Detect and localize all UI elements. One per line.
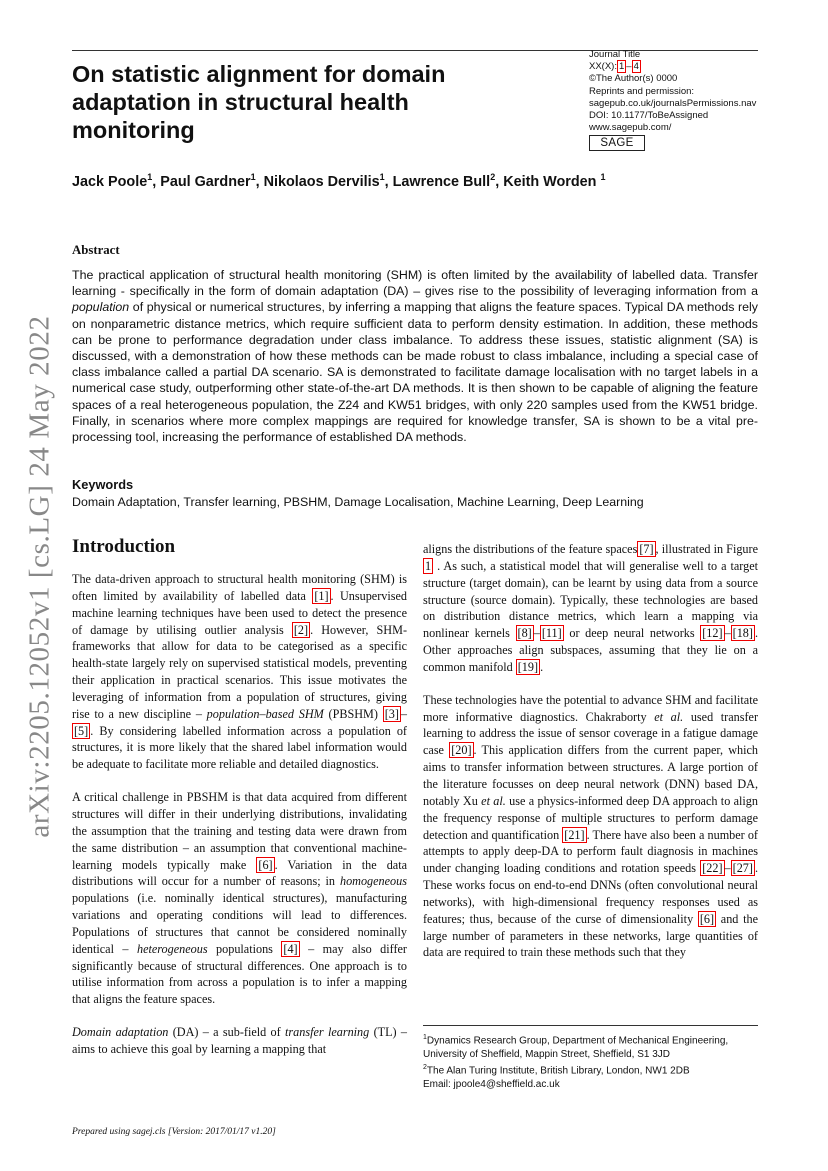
paper-title: On statistic alignment for domain adaptation in structural health monitoring: [72, 61, 446, 143]
abstract-heading: Abstract: [72, 243, 120, 257]
page-last-link[interactable]: 4: [633, 61, 639, 73]
journal-site: www.sagepub.com/: [589, 122, 672, 134]
citation-link[interactable]: [8]: [517, 626, 532, 641]
right-column: [423, 541, 758, 977]
citation-link[interactable]: [11]: [541, 626, 562, 641]
author: Keith Worden: [503, 173, 601, 190]
paragraph: These technologies have the potential to advance SHM and facilitate more informative diagnostics. Chakraborty et al. used transfer learning to address the issue of sensor coverage in a fatigue damage case [20] . This application differs from the current paper, which aims to transfer information between structures. A large portion of the literature focusses on deep neural network (DNN) based DA, notably Xu et al. use a physics-informed deep DA approach to align the frequency response of multiple structures to perform damage detection and quantification [21] . There have also been a number of attempts to apply deep-DA to perform fault diagnosis in machines under changing loading conditions and rotation speeds [22] – [27] . These works focus on end-to-end DNNs (often convolutional neural networks), with high-dimensional frequency responses used as features; thus, because of the curse of dimensionality [6] and the large number of parameters in these networks, large quantities of data are required to train these methods such that they: [423, 692, 759, 960]
paragraph: A critical challenge in PBSHM is that data acquired from different structures will differ in their underlying distributions, invalidating the assumption that the training and testing data were drawn from the same distribution – an assumption that conventional machine-learning models typically make [6] . Variation in the data distributions will occur for a number of reasons; in homogeneous populations (i.e. nominally identical structures), manufacturing variations and operating conditions will lead to differences. Populations of structures that cannot be considered nominally identical – heterogeneous populations [4] – may also differ significantly because of structural differences. One approach is to utilise information from across a population is to infer a mapping that aligns the feature spaces.: [72, 790, 407, 1007]
class-file-name: sagej.cls: [132, 1127, 166, 1137]
journal-doi: DOI: 10.1177/ToBeAssigned: [589, 110, 709, 122]
abstract-text: The practical application of structural health monitoring (SHM) is often limited by the availability of labelled data. Transfer learning - specifically in the form of domain adaptation (DA) – gives rise to the possibility of leveraging information from a population of physical or numerical structures, by inferring a mapping that aligns the feature spaces. Typical DA methods rely on nonparametric distance metrics, which require sufficient data to perform density estimation. In addition, these methods can be prone to performance degradation under class imbalance. To address these issues, statistic alignment (SA) is discussed, with a demonstration of how these methods can be made robust to class imbalance, including a special case of class imbalance called a partial DA scenario. SA is demonstrated to facilitate damage localisation with no target labels in a numerical case study, outperforming other state-of-the-art DA methods. It is then shown to be capable of aligning the feature spaces of a real heterogeneous population, the Z24 and KW51 bridges, with only 220 samples used from the KW51 bridge. Finally, in scenarios where more complex mappings are required for knowledge transfer, SA is shown to be a vital pre-processing tool, increasing the performance of established DA methods.: [72, 268, 758, 445]
journal-permissions-url: sagepub.co.uk/journalsPermissions.nav: [589, 97, 757, 109]
author: Paul Gardner: [160, 173, 251, 190]
citation-link[interactable]: [2]: [293, 622, 309, 637]
citation-link[interactable]: [19]: [517, 659, 539, 674]
citation-link[interactable]: [18]: [732, 626, 753, 641]
citation-link[interactable]: [3]: [384, 706, 399, 721]
footnote-rule: [423, 1025, 758, 1026]
paragraph: The data-driven approach to structural health monitoring (SHM) is often limited by availability of labelled data [1] . Unsupervised machine learning techniques have been used to detect the presence of damage by utilising outlier analysis [2] . However, SHM-frameworks that allow for data to be categorised as a specific health-state largely rely on supervised statistical models, preventing their application in practical scenarios. This issue motivates the leveraging of information from a population of structures, giving rise to a new discipline – population–based SHM (PBSHM) [3] –[5] . By considering labelled information across a population of structures, it is more likely that the shared label information would be adequate to facilitate more reliable and detailed diagnostics.: [72, 572, 407, 772]
citation-link[interactable]: [7]: [639, 542, 654, 556]
citation-link[interactable]: [4]: [283, 941, 298, 956]
journal-copyright: ©The Author(s) 0000: [589, 73, 678, 85]
keywords-text: Domain Adaptation, Transfer learning, PBSHM, Damage Localisation, Machine Learning, Deep Learning: [72, 495, 644, 509]
citation-link[interactable]: [21]: [564, 827, 585, 842]
paragraph: aligns the distributions of the feature spaces [7] , illustrated in Figure 1 . As such, a statistical model that will generalise well to a target structure (target domain), can be learnt by using data from a source structure (source domain). Typically, these technologies are based on distribution distance metrics, which learn a mapping via nonlinear kernels [8] – [11] or deep neural networks [12] – [18] . Other approaches align subspaces, assuming that they lie on a common manifold [19] .: [423, 542, 759, 674]
left-column: [72, 537, 407, 1074]
citation-link[interactable]: [20]: [451, 743, 472, 758]
sage-logo: SAGE: [589, 135, 645, 151]
keywords-heading: Keywords: [72, 477, 134, 492]
journal-info: [589, 49, 789, 134]
page-footer: Prepared using sagej.cls [Version: 2017/01/17 v1.20]: [72, 1127, 276, 1137]
author-list: Jack Poole$^1$, Paul Gardner$^1$, Nikolaos Dervilis$^1$, Lawrence Bull$^2$, Keith Worden $^1$: [72, 172, 606, 190]
citation-link[interactable]: [1]: [314, 588, 329, 603]
section-heading-introduction: Introduction: [72, 536, 176, 557]
affiliation-1: $^1$Dynamics Research Group, Department of Mechanical Engineering, University of Sheffield, Mappin Street, Sheffield, S1 3JD: [423, 1034, 729, 1060]
journal-reprints: Reprints and permission:: [589, 85, 695, 97]
citation-link[interactable]: [6]: [258, 857, 273, 872]
footnotes: [423, 1031, 763, 1092]
author: Nikolaos Dervilis: [263, 173, 380, 190]
citation-link[interactable]: [22]: [702, 861, 723, 876]
citation-link[interactable]: [27]: [732, 861, 753, 876]
journal-volume: XX(X): 1 – 4: [589, 61, 639, 73]
paragraph: Domain adaptation (DA) – a sub-field of transfer learning (TL) – aims to achieve this goal by learning a mapping that: [72, 1025, 407, 1056]
figure-link[interactable]: 1: [425, 558, 432, 573]
journal-name: Journal Title: [589, 49, 641, 60]
citation-link[interactable]: [12]: [702, 626, 723, 641]
contact-email: Email: jpoole4@sheffield.ac.uk: [423, 1079, 560, 1091]
affiliation-2: $^2$The Alan Turing Institute, British Library, London, NW1 2DB: [423, 1064, 690, 1077]
author: Lawrence Bull: [392, 173, 491, 190]
author: Jack Poole: [72, 173, 148, 190]
citation-link[interactable]: [5]: [74, 723, 89, 738]
citation-link[interactable]: [6]: [699, 911, 715, 926]
arxiv-stamp: arXiv:2205.12052v1 [cs.LG] 24 May 2022: [23, 315, 56, 838]
page-first-link[interactable]: 1: [618, 61, 625, 73]
